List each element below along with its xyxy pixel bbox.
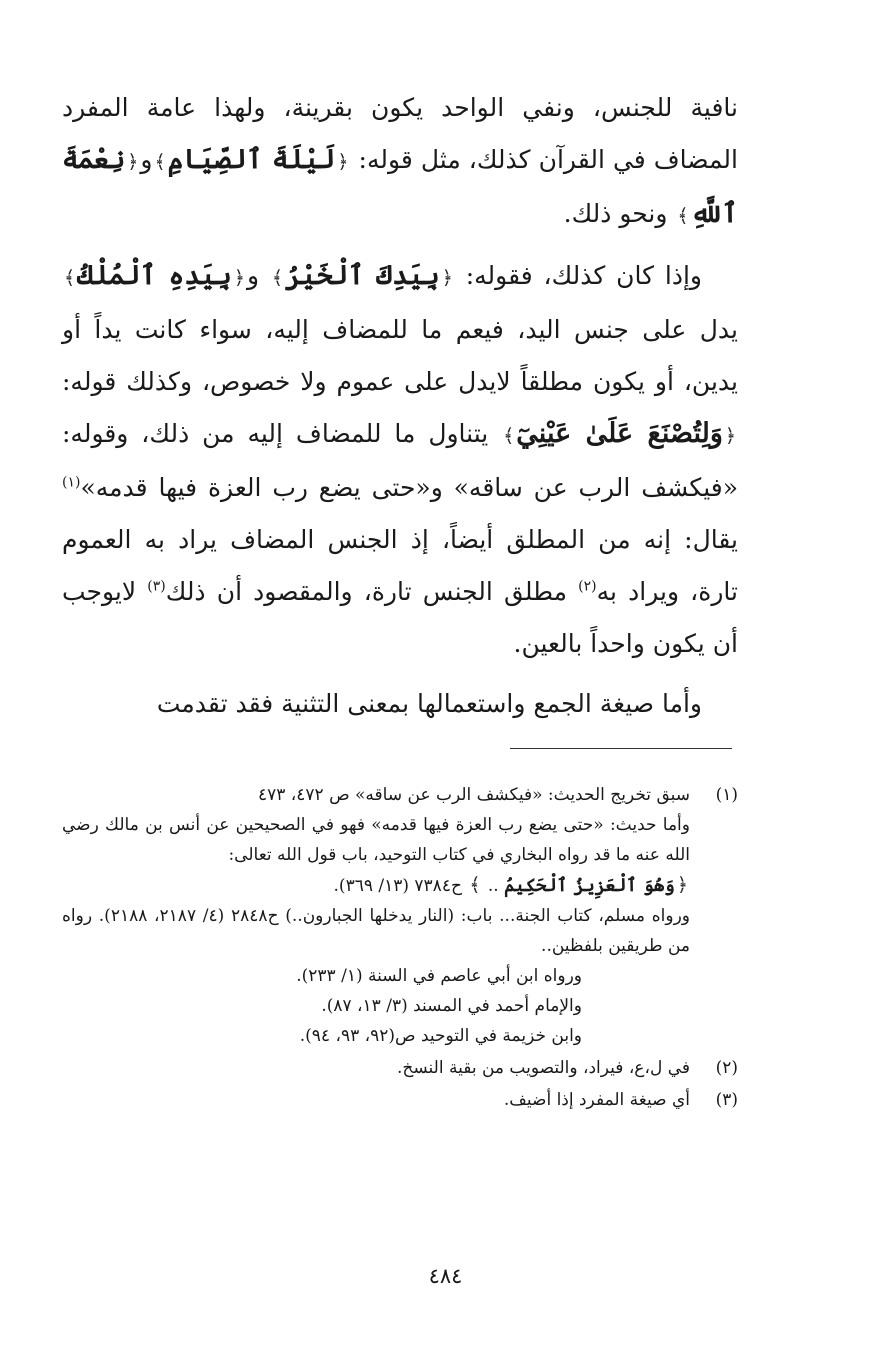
text-run: وأما حديث: «حتى يضع رب العزة فيها قدمه» فهو في الصحيحين عن أنس بن مالك رضي الله عنه ما قد رواه البخاري في كتاب التوحيد، باب قول الله تعالى:: [62, 815, 690, 865]
verse-close-ornament: ﴾: [469, 874, 481, 896]
verse-close-ornament: ﴾: [271, 267, 284, 289]
verse-close-ornament: ﴾: [503, 425, 515, 447]
verse-close-ornament: ﴾: [677, 205, 689, 227]
footnote-ref-2[interactable]: (٢): [578, 578, 597, 595]
text-run: يدل على جنس اليد، فيعم ما للمضاف إليه، سواء كانت يداً أو يدين، أو يكون مطلقاً لايدل على عموم ولا خصوص، وكذلك قوله:: [62, 315, 738, 396]
text-run: و: [140, 145, 153, 174]
quran-quote: لَيْلَةَ ٱلصِّيَامِ: [167, 144, 336, 175]
text-run: و: [246, 261, 270, 290]
verse-open-ornament: ﴿: [724, 425, 737, 447]
text-run: يقال: إنه من المطلق أيضاً، إذ الجنس المضاف يراد به العموم تارة، ويراد به: [62, 525, 738, 606]
footnote-line: [62, 810, 690, 870]
footnote-number: (٣): [715, 1090, 738, 1110]
footnote-body: أي صيغة المفرد إذا أضيف.: [503, 1090, 690, 1110]
verse-open-ornament: ﴿: [676, 874, 688, 896]
text-run: لايوجب أن يكون واحداً بالعين.: [62, 577, 738, 658]
quran-quote: وَلِتُصْنَعَ عَلَىٰ عَيْنِيٓ: [516, 418, 723, 449]
footnote-line: سبق تخريج الحديث: «فيكشف الرب عن ساقه» ص ٤٧٢، ٤٧٣: [257, 785, 690, 805]
footnote-ref-3[interactable]: (٣): [147, 578, 166, 595]
paragraph-3: وأما صيغة الجمع واستعمالها بمعنى التثنية فقد تقدمت: [156, 689, 702, 718]
footnote-line: وابن خزيمة في التوحيد ص(٩٢، ٩٣، ٩٤).: [299, 1026, 582, 1046]
verse-open-ornament: ﴿: [441, 267, 453, 289]
quran-quote: نِعْمَةَ ٱللَّهِ: [62, 144, 738, 229]
footnote-number: (٢): [715, 1058, 738, 1078]
paragraph-2: [62, 250, 738, 670]
footnote-line: ورواه مسلم، كتاب الجنة... باب: (النار يدخلها الجبارون..) ح٢٨٤٨ (٤/ ٢١٨٧، ٢١٨٨). رواه من طريقين بلفظين..: [62, 906, 690, 956]
footnotes: [62, 780, 738, 1117]
text-run: ح٧٣٨٤ (١٣/ ٣٦٩).: [333, 876, 468, 896]
footnote-number: (١): [715, 785, 738, 805]
quran-quote: بِيَدِهِ ٱلْمُلْكُ: [77, 260, 232, 291]
verse-open-ornament: ﴿: [233, 267, 245, 289]
verse-open-ornament: ﴿: [127, 151, 139, 173]
footnote-ref-1[interactable]: (١): [62, 474, 81, 491]
verse-close-ornament: ﴾: [64, 267, 76, 289]
footnote-line: ﴿وَهُوَ ٱلْعَزِيزُ ٱلْحَكِيمُ .. ﴾ ح٧٣٨٤ (١٣/ ٣٦٩).: [333, 874, 688, 896]
text-run: وإذا كان كذلك، فقوله:: [454, 261, 702, 290]
footnote-body: في ل،ع، فيراد، والتصويب من بقية النسخ.: [397, 1058, 690, 1078]
page-number: ٤٨٤: [428, 1264, 463, 1288]
footnote-2: [62, 1053, 738, 1083]
footnote-1: [62, 780, 738, 1051]
footnote-separator: [510, 748, 732, 749]
text-run: ونحو ذلك.: [563, 199, 676, 228]
footnote-body: [62, 780, 690, 1051]
quran-quote: بِيَدِكَ ٱلْخَيْرُ: [285, 260, 440, 291]
paragraph-1: [62, 82, 738, 242]
footnote-line: ورواه ابن أبي عاصم في السنة (١/ ٢٣٣).: [296, 966, 582, 986]
verse-close-ornament: ﴾: [154, 151, 166, 173]
text-run: يتناول ما للمضاف إليه من ذلك، وقوله: «فيكشف الرب عن ساقه» و«حتى يضع رب العزة فيها قدمه»: [62, 419, 738, 502]
text-run: مطلق الجنس تارة، والمقصود أن ذلك: [165, 577, 579, 606]
main-text: [62, 82, 738, 730]
text-run: نافية للجنس، ونفي الواحد يكون بقرينة، ولهذا عامة المفرد المضاف في القرآن كذلك، مثل قوله:: [62, 93, 738, 174]
quran-quote: وَهُوَ ٱلْعَزِيزُ ٱلْحَكِيمُ: [504, 875, 675, 896]
verse-open-ornament: ﴿: [337, 151, 349, 173]
footnote-line: والإمام أحمد في المسند (٣/ ١٣، ٨٧).: [321, 996, 582, 1016]
footnote-3: [62, 1085, 738, 1115]
